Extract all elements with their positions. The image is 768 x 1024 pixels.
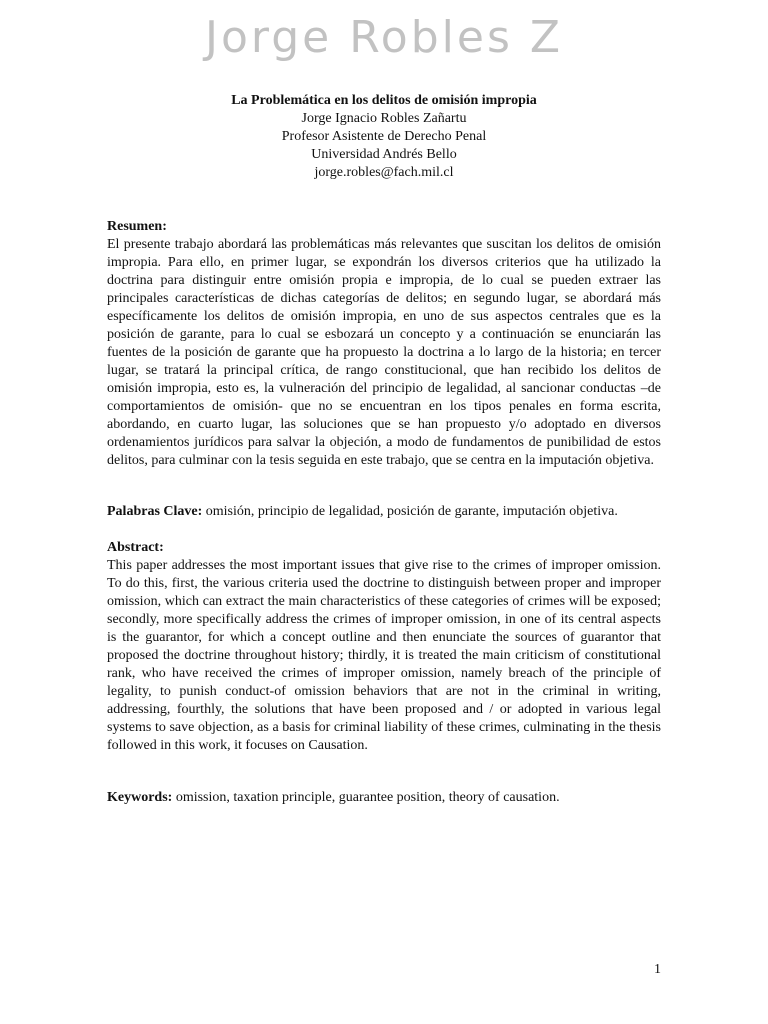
keywords-line: [107, 789, 661, 807]
palabras-clave-section: [107, 503, 661, 521]
palabras-clave-text: omisión, principio de legalidad, posición de garante, imputación objetiva.: [202, 504, 618, 519]
watermark-logo: Jorge Robles Z: [205, 12, 563, 63]
author-email: jorge.robles@fach.mil.cl: [314, 165, 454, 180]
resumen-section: [107, 218, 661, 470]
paper-header: [0, 92, 768, 182]
page-number: 1: [654, 962, 661, 977]
resumen-heading: Resumen:: [107, 219, 167, 234]
palabras-clave-line: [107, 503, 661, 521]
keywords-section: [107, 789, 661, 807]
author-university: Universidad Andrés Bello: [311, 147, 457, 162]
author-name: Jorge Ignacio Robles Zañartu: [301, 111, 467, 126]
palabras-clave-label: Palabras Clave:: [107, 504, 203, 519]
keywords-text: omission, taxation principle, guarantee position, theory of causation.: [172, 790, 560, 805]
resumen-text: El presente trabajo abordará las problemáticas más relevantes que suscitan los delitos de omisión impropia. Para ello, en primer lugar, se expondrán los diversos criterios que ha utilizado la doctrina para distinguir entre omisión propia e impropia, de lo cual se pueden extraer las principales características de dichas categorías de delitos; en segundo lugar, se abordará más específicamente los delitos de omisión impropia, en uno de sus aspectos centrales que es la posición de garante, para lo cual se esbozará un concepto y a continuación se enunciarán las fuentes de la posición de garante que ha propuesto la doctrina a lo largo de la historia; en tercer lugar, se tratará la principal crítica, de rango constitucional, que han recibido los delitos de omisión impropia, esto es, la vulneración del principio de legalidad, al sancionar conductas –de comportamientos de omisión- que no se encuentran en los tipos penales en forma escrita, abordando, en cuarto lugar, las soluciones que se han propuesto y/o adoptado en diversos ordenamientos jurídicos para salvar la objeción, a modo de fundamentos de punibilidad de estos delitos, para culminar con la tesis seguida en este trabajo, que se centra en la imputación objetiva.: [107, 237, 661, 468]
paper-title: La Problemática en los delitos de omisión impropia: [231, 93, 537, 108]
abstract-text: This paper addresses the most important issues that give rise to the crimes of improper omission. To do this, first, the various criteria used the doctrine to distinguish between proper and improper omission, which can extract the main characteristics of these categories of crimes will be exposed; secondly, more specifically address the crimes of improper omission, in one of its central aspects is the guarantor, for which a concept outline and then enunciate the sources of guarantor that proposed the doctrine throughout history; thirdly, it is treated the main criticism of constitutional rank, who have received the crimes of improper omission, namely breach of the principle of legality, to punish conduct-of omission behaviors that are not in the criminal in writing, addressing, fourthly, the solutions that have been proposed and / or adopted in various legal systems to save objection, as a basis for criminal liability of these crimes, culminating in the thesis followed in this work, it focuses on Causation.: [107, 558, 661, 753]
author-position: Profesor Asistente de Derecho Penal: [281, 129, 487, 144]
abstract-section: [107, 539, 661, 755]
abstract-heading: Abstract:: [107, 540, 164, 555]
keywords-label: Keywords:: [107, 790, 173, 805]
